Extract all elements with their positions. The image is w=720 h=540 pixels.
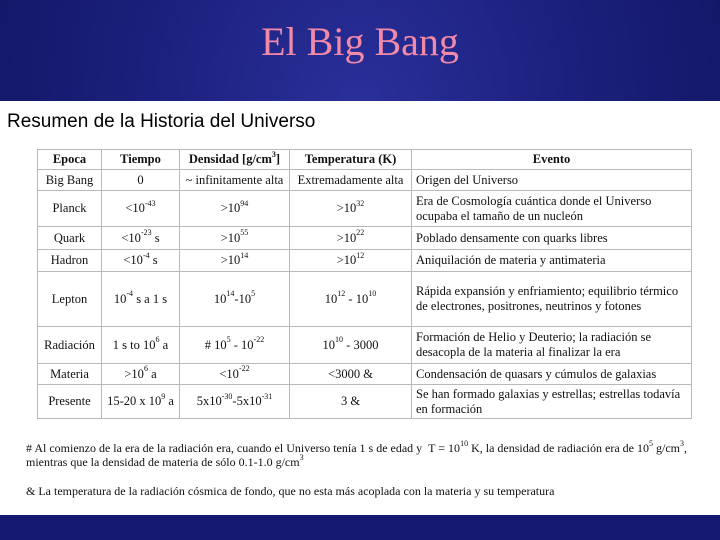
bottom-bar: [0, 515, 720, 540]
cell-densidad: # $10^5 - 10^{-22}$: [180, 327, 290, 364]
table-row: [38, 327, 692, 364]
cell-tiempo: $10^{-4}$ s a 1 s: [102, 272, 180, 327]
cell-tiempo: $<10^{-4}$ s: [102, 250, 180, 272]
cell-densidad: $>10^{55}$: [180, 227, 290, 250]
panel-title: Resumen de la Historia del Universo: [7, 111, 316, 132]
cell-densidad: $10^{14}-10^5$: [180, 272, 290, 327]
footnote-radiation: # Al comienzo de la era de la radiación era, cuando el Universo tenía 1 s de edad y $T = 10^{10}$ K, la densidad de radiación era de $10^5$ $g/cm^3$, mientras que la densidad de materia de sólo 0.1-1.0 $g/cm^3$: [26, 439, 687, 469]
cell-evento: Aniquilación de materia y antimateria: [412, 250, 692, 272]
cell-temperatura: 3 &: [290, 385, 412, 419]
cell-evento: Se han formado galaxias y estrellas; estrellas todavía en formación: [412, 385, 692, 419]
cell-evento: Formación de Helio y Deuterio; la radiación se desacopla de la materia al finalizar la era: [412, 327, 692, 364]
cell-temperatura: Extremadamente alta: [290, 170, 412, 191]
universe-history-table: [37, 149, 692, 419]
cell-temperatura: $>10^{32}$: [290, 191, 412, 227]
header-densidad: Densidad $[g/cm^3]$: [180, 150, 290, 170]
table-row: [38, 272, 692, 327]
table-row: [38, 227, 692, 250]
content-panel: [0, 101, 720, 515]
table-row: [38, 385, 692, 419]
cell-epoca: Big Bang: [38, 170, 102, 191]
table-header-row: [38, 150, 692, 170]
header-temperatura: Temperatura (K): [290, 150, 412, 170]
header-evento: Evento: [412, 150, 692, 170]
cell-epoca: Lepton: [38, 272, 102, 327]
cell-epoca: Planck: [38, 191, 102, 227]
header-epoca: Epoca: [38, 150, 102, 170]
cell-tiempo: 0: [102, 170, 180, 191]
cell-temperatura: $>10^{22}$: [290, 227, 412, 250]
cell-evento: Condensación de quasars y cúmulos de galaxias: [412, 364, 692, 385]
cell-densidad: $>10^{14}$: [180, 250, 290, 272]
cell-tiempo: $<10^{-23}$ s: [102, 227, 180, 250]
cell-temperatura: <3000 &: [290, 364, 412, 385]
cell-tiempo: $>10^6$ a: [102, 364, 180, 385]
table-row: [38, 191, 692, 227]
cell-evento: Origen del Universo: [412, 170, 692, 191]
cell-evento: Era de Cosmología cuántica donde el Universo ocupaba el tamaño de un nucleón: [412, 191, 692, 227]
cell-densidad: $5x10^{-30}-5x10^{-31}$: [180, 385, 290, 419]
cell-tiempo: 15-20 x $10^9$ a: [102, 385, 180, 419]
slide-title: El Big Bang: [261, 19, 459, 64]
table-row: [38, 250, 692, 272]
table-row: [38, 170, 692, 191]
footnote-background-radiation: & La temperatura de la radiación cósmica de fondo, que no esta más acoplada con la materia y su temperatura: [26, 484, 555, 498]
cell-tiempo: $<10^{-43}$: [102, 191, 180, 227]
table-row: [38, 364, 692, 385]
cell-temperatura: $>10^{12}$: [290, 250, 412, 272]
cell-evento: Rápida expansión y enfriamiento; equilibrio térmico de electrones, positrones, neutrinos y fotones: [412, 272, 692, 327]
cell-epoca: Hadron: [38, 250, 102, 272]
cell-epoca: Quark: [38, 227, 102, 250]
cell-densidad: $<10^{-22}$: [180, 364, 290, 385]
cell-epoca: Materia: [38, 364, 102, 385]
cell-tiempo: 1 s to $10^6$ a: [102, 327, 180, 364]
cell-epoca: Radiación: [38, 327, 102, 364]
header-tiempo: Tiempo: [102, 150, 180, 170]
cell-temperatura: $10^{12} - 10^{10}$: [290, 272, 412, 327]
cell-epoca: Presente: [38, 385, 102, 419]
cell-densidad: ~ infinitamente alta: [180, 170, 290, 191]
cell-densidad: $>10^{94}$: [180, 191, 290, 227]
cell-evento: Poblado densamente con quarks libres: [412, 227, 692, 250]
cell-temperatura: $10^{10} - 3000$: [290, 327, 412, 364]
